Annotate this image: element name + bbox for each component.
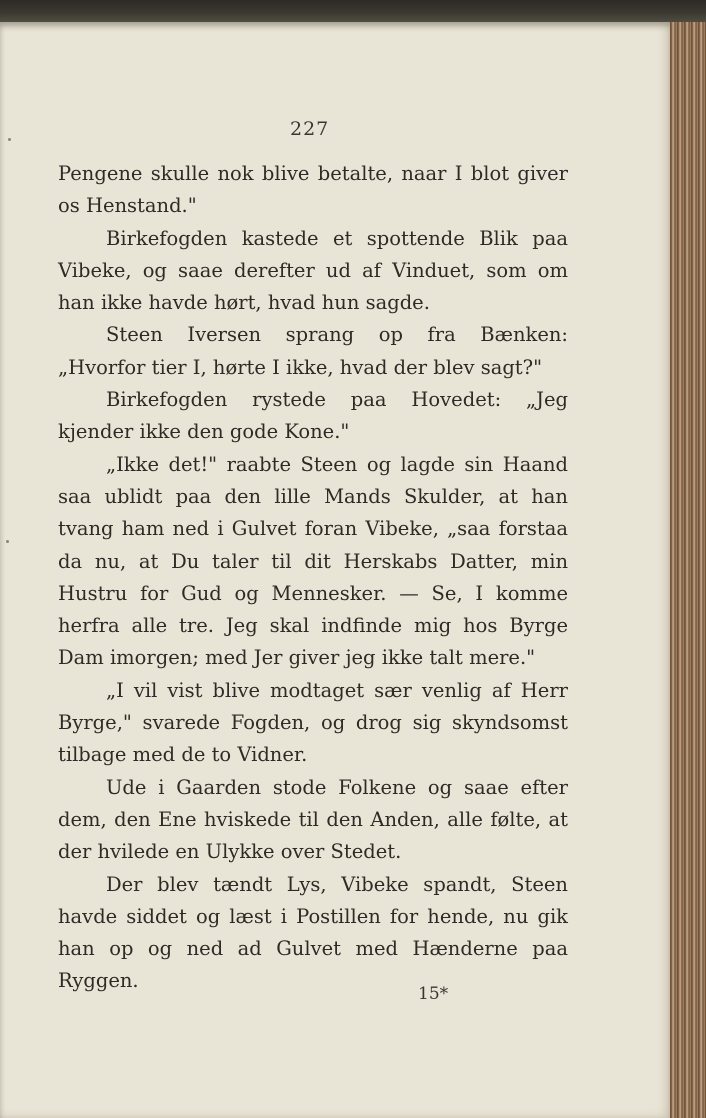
paragraph-1: Pengene skulle nok blive betalte, naar I blot giver os Henstand." xyxy=(58,162,568,218)
margin-speck xyxy=(8,138,11,141)
paragraph-4: Birkefogden rystede paa Hovedet: „Jeg kjender ikke den gode Kone." xyxy=(58,388,568,444)
paragraph-8: Der blev tændt Lys, Vibeke spandt, Steen havde siddet og læst i Postillen for hende, nu gik han op og ned ad Gulvet med Hænderne paa Ryggen. xyxy=(58,872,568,993)
paragraph-2: Birkefogden kastede et spottende Blik paa Vibeke, og saae derefter ud af Vinduet, som om han ikke havde hørt, hvad hun sagde. xyxy=(58,226,568,315)
paragraph-5: „Ikke det!" raabte Steen og lagde sin Haand saa ublidt paa den lille Mands Skulder, at han tvang ham ned i Gulvet foran Vibeke, „saa forstaa da nu, at Du taler til dit Herskabs Datter, min Hustru for Gud og Mennesker. — Se, I komme herfra alle tre. Jeg skal indfinde mig hos Byrge Dam imorgen; med Jer giver jeg ikke talt mere." xyxy=(58,452,568,670)
page-number: 227 xyxy=(290,118,330,140)
paragraph-3: Steen Iversen sprang op fra Bænken: „Hvorfor tier I, hørte I ikke, hvad der blev sagt?" xyxy=(58,323,568,379)
printer-signature-mark: 15* xyxy=(418,984,449,1004)
paragraph-7: Ude i Gaarden stode Folkene og saae efter dem, den Ene hviskede til den Anden, alle følte, at der hvilede en Ulykke over Stedet. xyxy=(58,775,568,864)
margin-speck xyxy=(6,540,9,543)
book-page-edges xyxy=(670,22,706,1118)
body-text xyxy=(58,158,568,998)
paragraph-6: „I vil vist blive modtaget sær venlig af Herr Byrge," svarede Fogden, og drog sig skyndsomst tilbage med de to Vidner. xyxy=(58,678,568,767)
